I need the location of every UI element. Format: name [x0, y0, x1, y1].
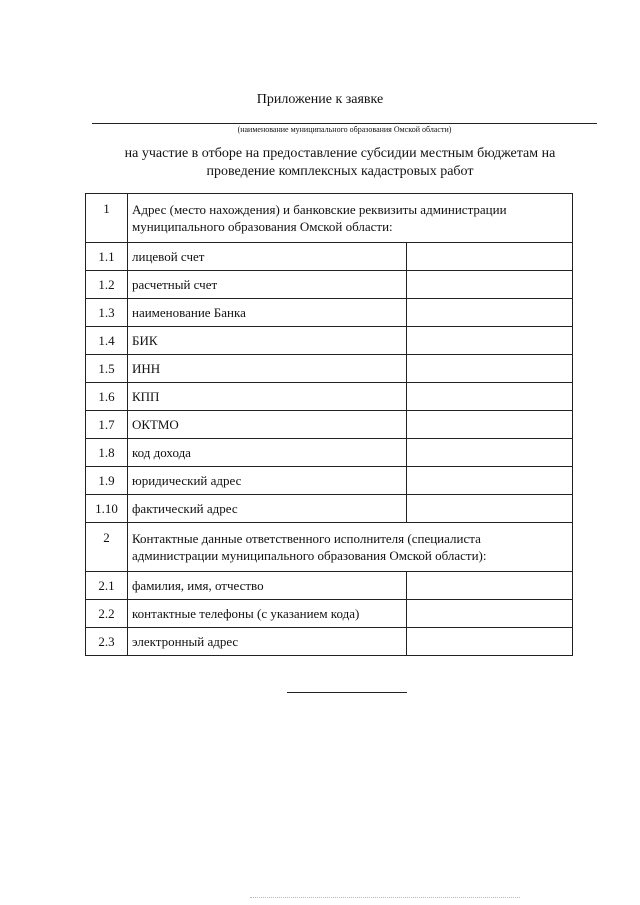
row-number: 1.1 [86, 243, 128, 271]
table-row [86, 243, 573, 271]
table-row [86, 271, 573, 299]
requisites-table [85, 193, 573, 656]
row-number: 2.2 [86, 600, 128, 628]
table-row [86, 327, 573, 355]
row-number: 2.1 [86, 572, 128, 600]
table-row [86, 628, 573, 656]
purpose-line-2: проведение комплексных кадастровых работ [206, 164, 474, 179]
row-label: код дохода [128, 439, 407, 467]
row-value-cell[interactable] [407, 383, 573, 411]
section-title: Контактные данные ответственного исполнителя (специалиста администрации муниципального образования Омской области): [128, 523, 573, 572]
row-label: ИНН [128, 355, 407, 383]
municipality-name-line [92, 123, 597, 124]
row-label: контактные телефоны (с указанием кода) [128, 600, 407, 628]
table-row [86, 439, 573, 467]
scan-artifact-line [250, 897, 520, 898]
row-label: расчетный счет [128, 271, 407, 299]
table-row [86, 467, 573, 495]
section-title: Адрес (место нахождения) и банковские реквизиты администрации муниципального образования Омской области: [128, 194, 573, 243]
row-label: КПП [128, 383, 407, 411]
row-number: 1.5 [86, 355, 128, 383]
municipality-name-caption: (наименование муниципального образования Омской области) [237, 125, 452, 134]
row-value-cell[interactable] [407, 271, 573, 299]
row-number: 2.3 [86, 628, 128, 656]
table-row [86, 495, 573, 523]
row-label: фактический адрес [128, 495, 407, 523]
row-label: наименование Банка [128, 299, 407, 327]
row-value-cell[interactable] [407, 600, 573, 628]
row-number: 1.3 [86, 299, 128, 327]
row-label: электронный адрес [128, 628, 407, 656]
end-line [287, 692, 407, 693]
row-number: 1.6 [86, 383, 128, 411]
row-value-cell[interactable] [407, 439, 573, 467]
row-label: юридический адрес [128, 467, 407, 495]
row-value-cell[interactable] [407, 495, 573, 523]
section-number: 1 [86, 194, 128, 243]
row-number: 1.2 [86, 271, 128, 299]
section-number: 2 [86, 523, 128, 572]
table-row [86, 600, 573, 628]
row-label: лицевой счет [128, 243, 407, 271]
row-number: 1.8 [86, 439, 128, 467]
row-value-cell[interactable] [407, 467, 573, 495]
table-row [86, 411, 573, 439]
table-row [86, 572, 573, 600]
table-row [86, 355, 573, 383]
row-number: 1.9 [86, 467, 128, 495]
table-row [86, 299, 573, 327]
row-label: фамилия, имя, отчество [128, 572, 407, 600]
row-value-cell[interactable] [407, 572, 573, 600]
row-value-cell[interactable] [407, 628, 573, 656]
row-value-cell[interactable] [407, 243, 573, 271]
row-label: БИК [128, 327, 407, 355]
document-title: Приложение к заявке [256, 92, 384, 107]
row-number: 1.4 [86, 327, 128, 355]
row-number: 1.10 [86, 495, 128, 523]
purpose-line-1: на участие в отборе на предоставление субсидии местным бюджетам на [124, 146, 556, 161]
row-number: 1.7 [86, 411, 128, 439]
section-header-row [86, 194, 573, 243]
row-value-cell[interactable] [407, 299, 573, 327]
row-value-cell[interactable] [407, 327, 573, 355]
row-value-cell[interactable] [407, 355, 573, 383]
row-label: ОКТМО [128, 411, 407, 439]
application-purpose [60, 145, 620, 181]
table-row [86, 383, 573, 411]
section-header-row [86, 523, 573, 572]
row-value-cell[interactable] [407, 411, 573, 439]
